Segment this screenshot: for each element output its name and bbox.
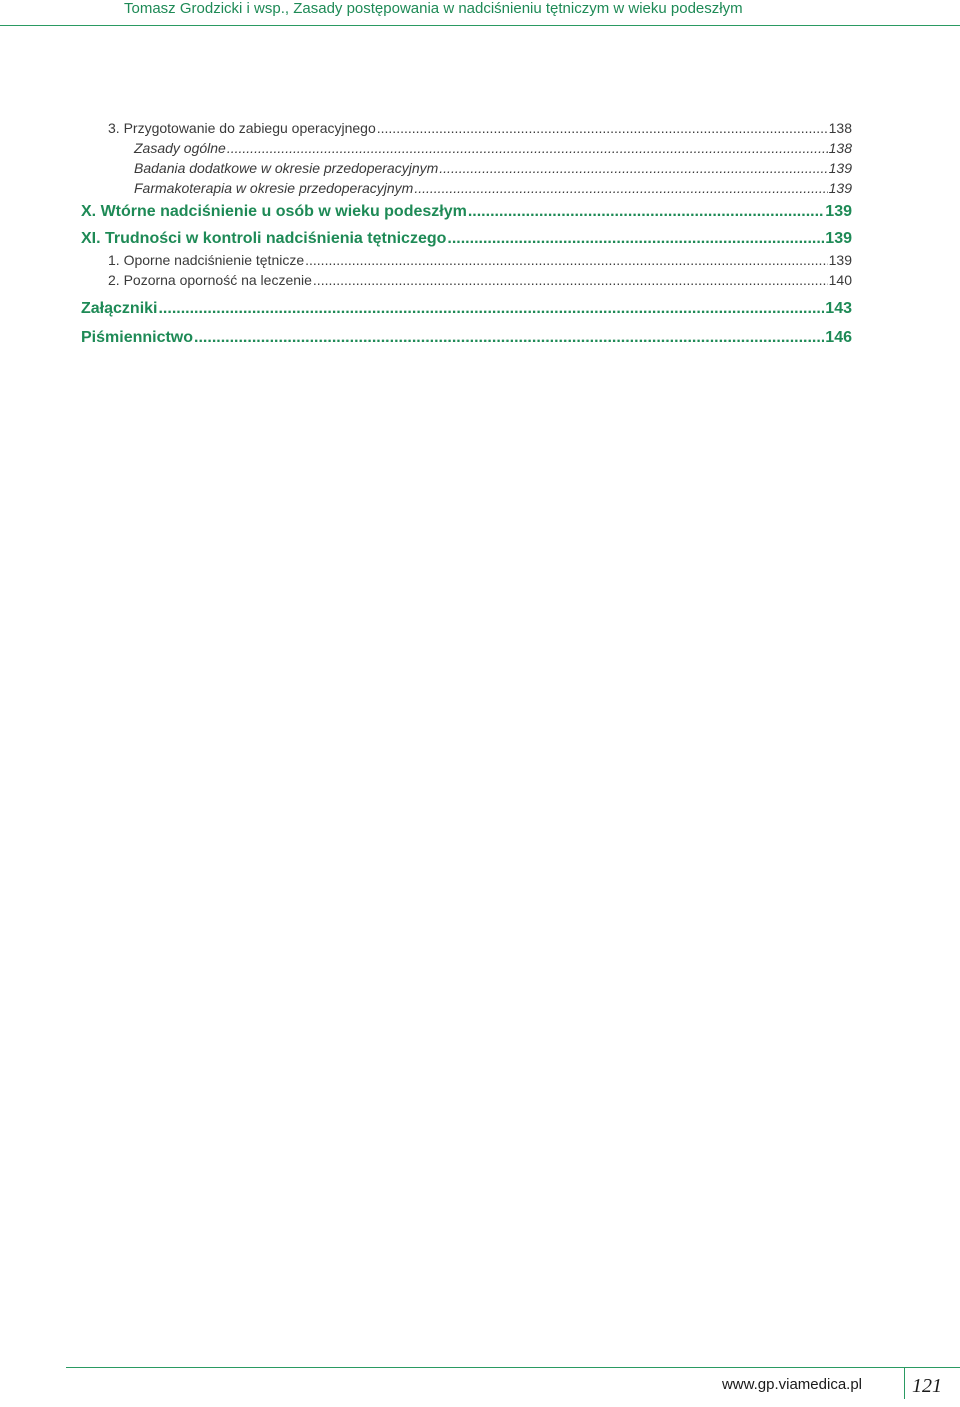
toc-leader-dots — [158, 299, 824, 319]
toc-leader-dots — [313, 270, 828, 290]
toc-entry-page: 138 — [828, 140, 852, 156]
toc-entry-label: Farmakoterapia w okresie przedoperacyjnym — [134, 180, 414, 196]
toc-chapter-entry[interactable] — [81, 229, 852, 249]
footer-divider — [904, 1367, 905, 1399]
toc-entry-page: 139 — [825, 203, 852, 220]
footer-url[interactable]: www.gp.viamedica.pl — [721, 1376, 862, 1393]
toc-entry[interactable] — [81, 118, 852, 138]
toc-entry-page: 140 — [828, 272, 852, 288]
page-number: 121 — [912, 1375, 942, 1397]
toc-entry-label: Piśmiennictwo — [81, 329, 194, 346]
toc-chapter-entry[interactable] — [81, 202, 852, 222]
toc-leader-dots — [227, 138, 828, 158]
toc-entry[interactable] — [81, 178, 852, 198]
toc-entry-page: 139 — [828, 180, 852, 196]
toc-entry-page: 143 — [825, 300, 852, 317]
toc-leader-dots — [377, 118, 828, 138]
toc-entry-page: 139 — [828, 160, 852, 176]
toc-entry-label: 2. Pozorna oporność na leczenie — [108, 272, 312, 288]
toc-leader-dots — [447, 229, 824, 249]
toc-entry-label: 3. Przygotowanie do zabiegu operacyjnego — [108, 120, 376, 136]
table-of-contents — [81, 118, 852, 348]
footer-rule — [66, 1367, 960, 1368]
header-text — [124, 0, 743, 18]
toc-section-entry[interactable] — [81, 299, 852, 319]
header-rule — [0, 25, 960, 26]
toc-entry-label: X. Wtórne nadciśnienie u osób w wieku podeszłym — [81, 203, 467, 220]
toc-entry-label: XI. Trudności w kontroli nadciśnienia tętniczego — [81, 230, 447, 247]
toc-entry-label: Załączniki — [81, 300, 158, 317]
toc-leader-dots — [305, 250, 828, 270]
header-authors: Tomasz Grodzicki i wsp. — [124, 0, 285, 17]
toc-entry[interactable] — [81, 158, 852, 178]
toc-leader-dots — [468, 202, 824, 222]
toc-entry-page: 139 — [825, 230, 852, 247]
toc-entry-page: 138 — [828, 120, 852, 136]
header-title: Zasady postępowania w nadciśnieniu tętniczym w wieku podeszłym — [293, 0, 743, 17]
toc-entry-label: 1. Oporne nadciśnienie tętnicze — [108, 252, 305, 268]
toc-entry[interactable] — [81, 138, 852, 158]
toc-entry[interactable] — [81, 270, 852, 290]
running-header — [0, 0, 960, 27]
toc-entry-page: 139 — [828, 252, 852, 268]
header-separator: , — [284, 0, 290, 17]
toc-entry-label: Badania dodatkowe w okresie przedoperacyjnym — [134, 160, 439, 176]
toc-entry-page: 146 — [825, 329, 852, 346]
toc-section-entry[interactable] — [81, 328, 852, 348]
toc-entry-label: Zasady ogólne — [134, 140, 226, 156]
toc-leader-dots — [414, 178, 827, 198]
toc-entry[interactable] — [81, 250, 852, 270]
toc-leader-dots — [439, 158, 827, 178]
toc-leader-dots — [194, 328, 824, 348]
